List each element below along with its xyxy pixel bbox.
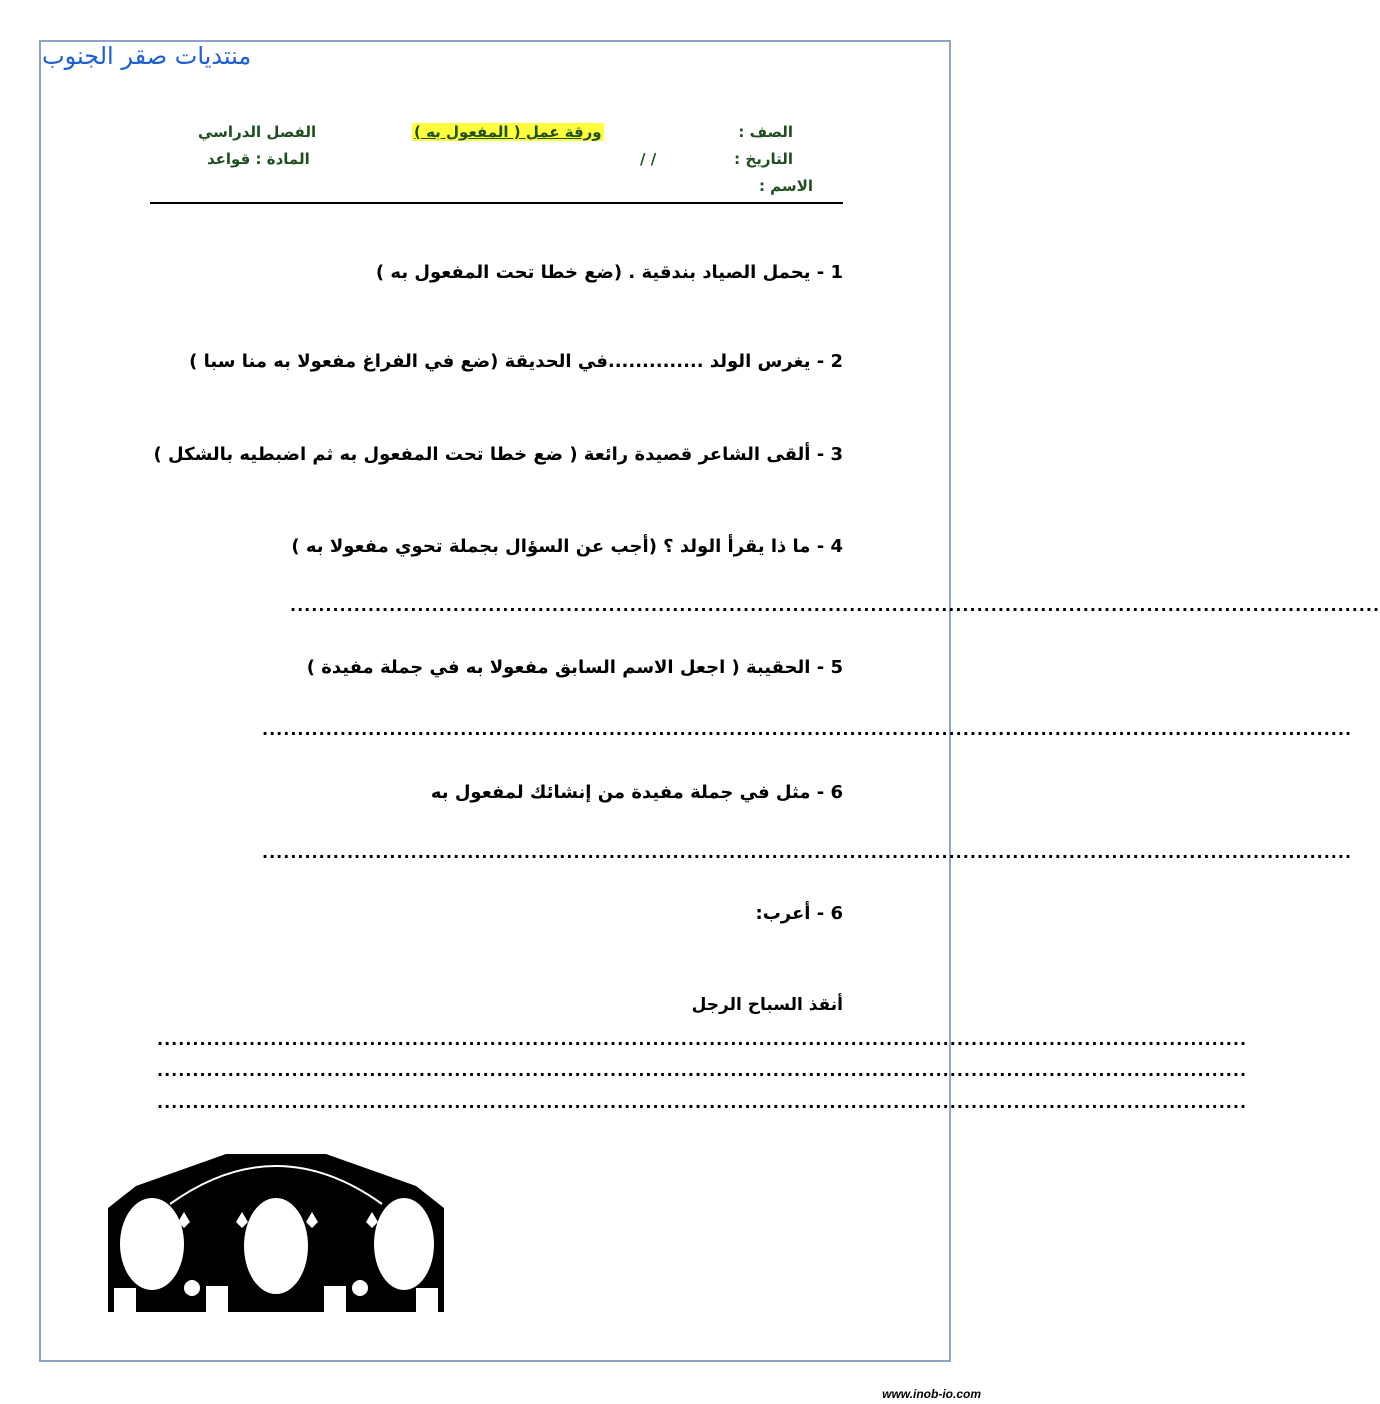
question-1: 1 - يحمل الصياد بندقية . (ضع خطا تحت المفعول به ): [375, 262, 843, 283]
answer-line-7c[interactable]: ..........................................................................................................................................................: [157, 1093, 1248, 1112]
date-slashes: / /: [640, 150, 657, 168]
decorative-ornament-image: [108, 1148, 444, 1312]
class-label: الصف :: [738, 123, 793, 141]
worksheet-title: [412, 123, 604, 141]
answer-line-7b[interactable]: ..........................................................................................................................................................: [157, 1061, 1248, 1080]
question-4: 4 - ما ذا يقرأ الولد ؟ (أجب عن السؤال بجملة تحوي مفعولا به ): [291, 536, 843, 557]
forum-name: منتديات صقر الجنوب: [42, 42, 252, 70]
header-divider: [150, 202, 843, 204]
answer-line-4[interactable]: ..........................................................................................................................................................: [290, 596, 1380, 615]
answer-line-6[interactable]: ..........................................................................................................................................................: [262, 843, 1353, 862]
answer-line-5[interactable]: ..........................................................................................................................................................: [262, 720, 1353, 739]
parse-sentence: أنقذ السباح الرجل: [691, 995, 843, 1015]
footer-url[interactable]: www.inob-io.com: [882, 1387, 981, 1401]
question-2: 2 - يغرس الولد ..............في الحديقة (ضع في الفراغ مفعولا به منا سبا ): [189, 351, 843, 372]
date-label: التاريخ :: [734, 150, 793, 168]
name-label: الاسم :: [758, 177, 813, 195]
worksheet-title-text: ورقة عمل ( المفعول به ): [414, 123, 602, 141]
question-5: 5 - الحقيبة ( اجعل الاسم السابق مفعولا به في جملة مفيدة ): [306, 657, 843, 678]
question-3: 3 - ألقى الشاعر قصيدة رائعة ( ضع خطا تحت المفعول به ثم اضبطيه بالشكل ): [153, 444, 843, 465]
answer-line-7a[interactable]: ..........................................................................................................................................................: [157, 1030, 1248, 1049]
question-6: 6 - مثل في جملة مفيدة من إنشائك لمفعول به: [430, 782, 843, 803]
subject-label: المادة : قواعد: [207, 150, 310, 168]
semester-label: الفصل الدراسي: [198, 123, 317, 141]
question-7: 6 - أعرب:: [755, 903, 843, 924]
